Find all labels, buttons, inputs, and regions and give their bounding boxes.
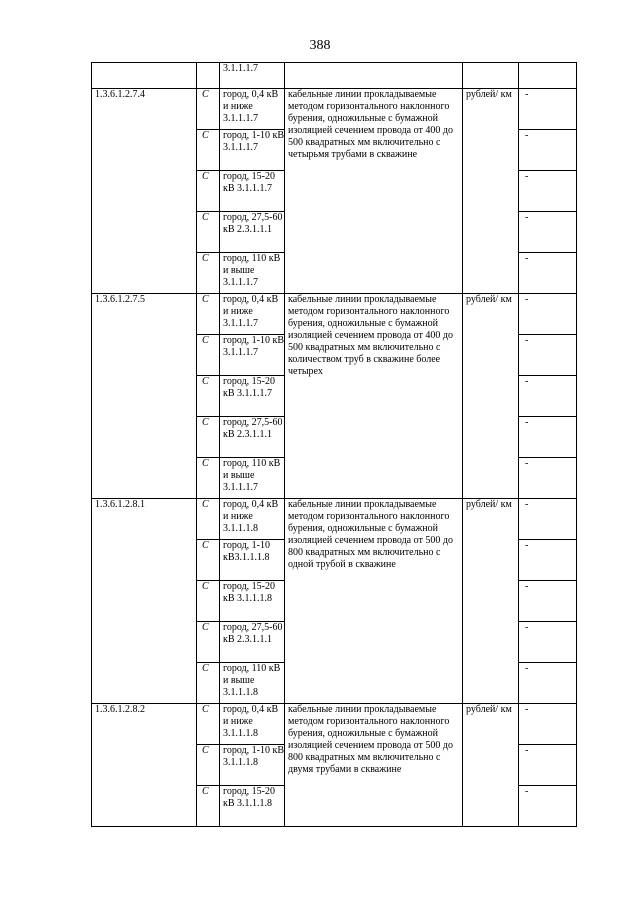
location-cell: город, 0,4 кВ и ниже 3.1.1.1.8 — [220, 499, 285, 540]
c-cell: С — [197, 294, 220, 335]
c-cell: С — [197, 786, 220, 827]
c-cell: С — [197, 540, 220, 581]
c-cell: С — [197, 745, 220, 786]
tariff-table — [91, 62, 577, 827]
rate-cell: - — [519, 335, 577, 376]
location-cell: город, 15-20 кВ 3.1.1.1.7 — [220, 376, 285, 417]
unit-cell: рублей/ км — [463, 499, 519, 704]
rate-cell: - — [519, 171, 577, 212]
continuation-row — [92, 63, 577, 89]
rate-cell: - — [519, 704, 577, 745]
c-cell: С — [197, 417, 220, 458]
c-cell — [197, 63, 220, 89]
description-cell: кабельные линии прокладываемые методом горизонтального наклонного бурения, одножильные с бумажной изоляцией сечением провода от 400 до 500 квадратных мм включительно с количеством труб в скважине более четырех — [285, 294, 463, 499]
rate-cell — [519, 63, 577, 89]
rate-cell: - — [519, 540, 577, 581]
rate-cell: - — [519, 130, 577, 171]
c-cell: С — [197, 376, 220, 417]
c-cell: С — [197, 130, 220, 171]
location-cell: город, 1-10 кВ 3.1.1.1.7 — [220, 130, 285, 171]
rate-cell: - — [519, 745, 577, 786]
code-cell: 1.3.6.1.2.8.2 — [92, 704, 197, 827]
c-cell: С — [197, 581, 220, 622]
description-cell — [285, 63, 463, 89]
description-cell: кабельные линии прокладываемые методом горизонтального наклонного бурения, одножильные с бумажной изоляцией сечением провода от 400 до 500 квадратных мм включительно с четырьмя трубами в скважине — [285, 89, 463, 294]
rate-cell: - — [519, 581, 577, 622]
table-row — [92, 704, 577, 745]
c-cell: С — [197, 171, 220, 212]
location-cell: город, 0,4 кВ и ниже 3.1.1.1.7 — [220, 294, 285, 335]
c-cell: С — [197, 622, 220, 663]
rate-cell: - — [519, 458, 577, 499]
location-cell: город, 110 кВ и выше 3.1.1.1.7 — [220, 253, 285, 294]
c-cell: С — [197, 458, 220, 499]
location-cell: город, 27,5-60 кВ 2.3.1.1.1 — [220, 417, 285, 458]
rate-cell: - — [519, 253, 577, 294]
location-cell: город, 27,5-60 кВ 2.3.1.1.1 — [220, 212, 285, 253]
location-cell: 3.1.1.1.7 — [220, 63, 285, 89]
code-cell: 1.3.6.1.2.7.5 — [92, 294, 197, 499]
rate-cell: - — [519, 786, 577, 827]
rate-cell: - — [519, 622, 577, 663]
c-cell: С — [197, 499, 220, 540]
unit-cell: рублей/ км — [463, 294, 519, 499]
code-cell: 1.3.6.1.2.8.1 — [92, 499, 197, 704]
rate-cell: - — [519, 212, 577, 253]
c-cell: С — [197, 89, 220, 130]
rate-cell: - — [519, 376, 577, 417]
rate-cell: - — [519, 294, 577, 335]
location-cell: город, 0,4 кВ и ниже 3.1.1.1.8 — [220, 704, 285, 745]
table-row — [92, 89, 577, 130]
page-number: 388 — [309, 38, 331, 53]
c-cell: С — [197, 663, 220, 704]
c-cell: С — [197, 253, 220, 294]
location-cell: город, 1-10 кВ3.1.1.1.8 — [220, 540, 285, 581]
c-cell: С — [197, 212, 220, 253]
location-cell: город, 0,4 кВ и ниже 3.1.1.1.7 — [220, 89, 285, 130]
table-row — [92, 294, 577, 335]
description-cell: кабельные линии прокладываемые методом горизонтального наклонного бурения, одножильные с бумажной изоляцией сечением провода от 500 до 800 квадратных мм включительно с двумя трубами в скважине — [285, 704, 463, 827]
code-cell — [92, 63, 197, 89]
table-row — [92, 499, 577, 540]
code-cell: 1.3.6.1.2.7.4 — [92, 89, 197, 294]
rate-cell: - — [519, 417, 577, 458]
location-cell: город, 110 кВ и выше 3.1.1.1.8 — [220, 663, 285, 704]
location-cell: город, 15-20 кВ 3.1.1.1.7 — [220, 171, 285, 212]
location-cell: город, 15-20 кВ 3.1.1.1.8 — [220, 581, 285, 622]
description-cell: кабельные линии прокладываемые методом горизонтального наклонного бурения, одножильные с бумажной изоляцией сечением провода от 500 до 800 квадратных мм включительно с одной трубой в скважине — [285, 499, 463, 704]
location-cell: город, 110 кВ и выше 3.1.1.1.7 — [220, 458, 285, 499]
rate-cell: - — [519, 89, 577, 130]
location-cell: город, 1-10 кВ 3.1.1.1.8 — [220, 745, 285, 786]
unit-cell: рублей/ км — [463, 89, 519, 294]
rate-cell: - — [519, 663, 577, 704]
location-cell: город, 27,5-60 кВ 2.3.1.1.1 — [220, 622, 285, 663]
location-cell: город, 15-20 кВ 3.1.1.1.8 — [220, 786, 285, 827]
unit-cell — [463, 63, 519, 89]
c-cell: С — [197, 335, 220, 376]
location-cell: город, 1-10 кВ 3.1.1.1.7 — [220, 335, 285, 376]
rate-cell: - — [519, 499, 577, 540]
unit-cell: рублей/ км — [463, 704, 519, 827]
c-cell: С — [197, 704, 220, 745]
